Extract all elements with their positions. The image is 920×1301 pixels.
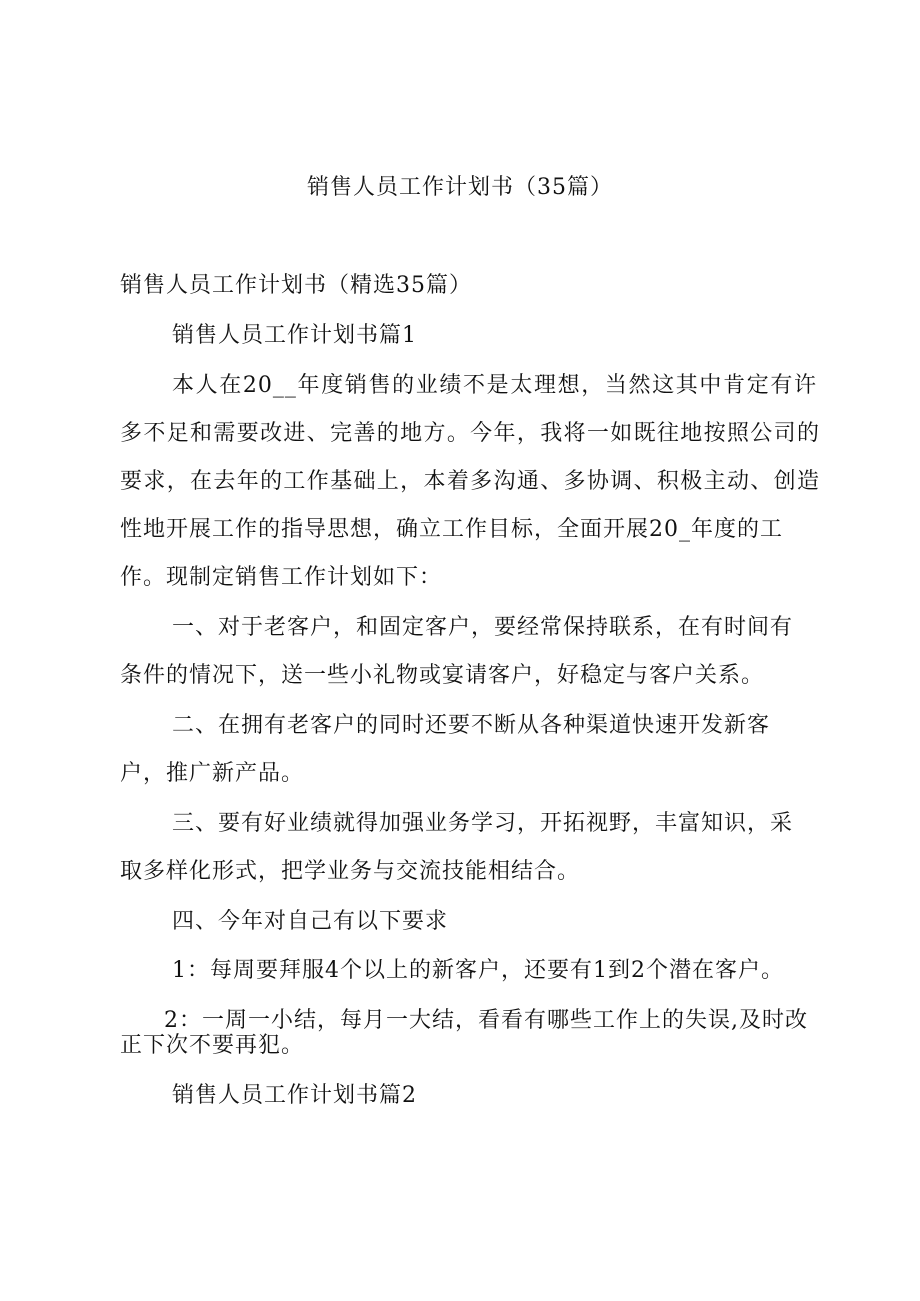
document-title: 销售人员工作计划书（35篇） <box>307 175 613 200</box>
item-4-heading: 四、今年对自己有以下要求 <box>172 909 449 934</box>
item-1-line-2: 条件的情况下，送一些小礼物或宴请客户，好稳定与客户关系。 <box>120 663 765 688</box>
intro-line-5: 作。现制定销售工作计划如下： <box>120 565 443 590</box>
intro-line-2: 多不足和需要改进、完善的地方。今年，我将一如既往地按照公司的 <box>120 421 820 446</box>
intro-line-1: 本人在20__年度销售的业绩不是太理想，当然这其中肯定有许 <box>172 373 817 398</box>
intro-line-3: 要求，在去年的工作基础上，本着多沟通、多协调、积极主动、创造 <box>120 469 820 494</box>
intro-line-4: 性地开展工作的指导思想，确立工作目标，全面开展20_年度的工 <box>120 517 783 542</box>
item-2-line-1: 二、在拥有老客户的同时还要不断从各种渠道快速开发新客 <box>172 713 771 738</box>
requirement-2-line-2: 正下次不要再犯。 <box>120 1033 305 1058</box>
requirement-1: 1：每周要拜服4个以上的新客户，还要有1到2个潜在客户。 <box>172 958 784 983</box>
requirement-2-line-1: 2：一周一小结，每月一大结，看看有哪些工作上的失误,及时改 <box>164 1008 808 1033</box>
section-heading-1: 销售人员工作计划书篇1 <box>172 323 417 348</box>
item-2-line-2: 户，推广新产品。 <box>120 761 305 786</box>
document-subtitle: 销售人员工作计划书（精选35篇） <box>120 273 472 298</box>
item-1-line-1: 一、对于老客户，和固定客户，要经常保持联系，在有时间有 <box>172 615 794 640</box>
item-3-line-1: 三、要有好业绩就得加强业务学习，开拓视野，丰富知识，采 <box>172 811 794 836</box>
item-3-line-2: 取多样化形式，把学业务与交流技能相结合。 <box>120 859 581 884</box>
section-heading-2: 销售人员工作计划书篇2 <box>172 1083 417 1108</box>
